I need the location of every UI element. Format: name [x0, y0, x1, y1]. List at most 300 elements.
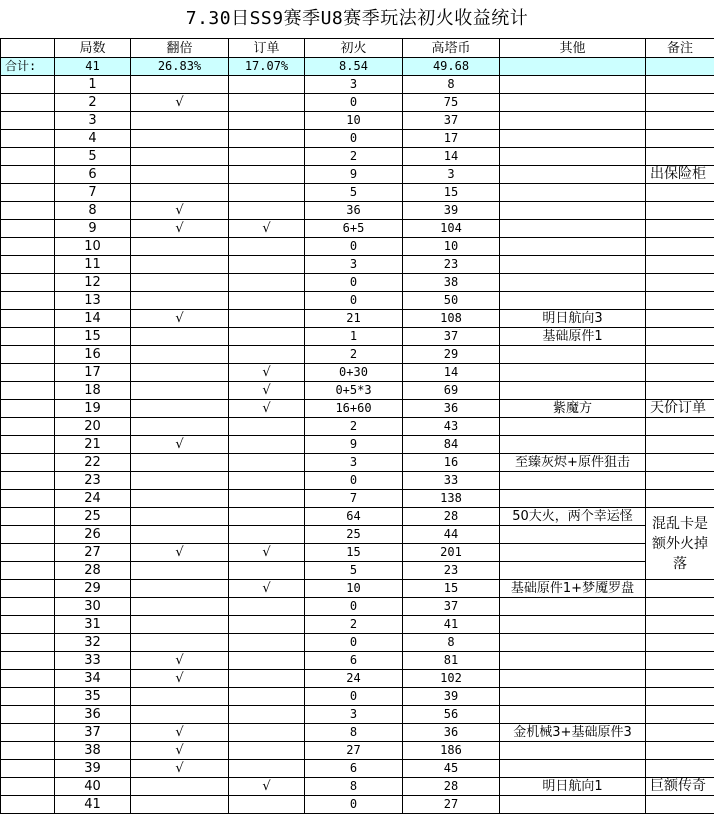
row-spacer — [1, 76, 55, 94]
double-check-mark: √ — [131, 742, 229, 760]
coin-value: 15 — [403, 580, 500, 598]
double-check-mark: √ — [131, 760, 229, 778]
header-notes: 备注 — [646, 39, 714, 58]
row-spacer — [1, 274, 55, 292]
other-value: 基础原件1+梦魇罗盘 — [500, 580, 646, 598]
round-number: 24 — [55, 490, 131, 508]
double-check-mark: √ — [131, 310, 229, 328]
order-cell — [229, 274, 305, 292]
order-cell — [229, 310, 305, 328]
fire-value: 2 — [305, 418, 403, 436]
order-check-mark: √ — [229, 400, 305, 418]
coin-value: 44 — [403, 526, 500, 544]
double-cell — [131, 508, 229, 526]
double-cell — [131, 418, 229, 436]
order-cell — [229, 742, 305, 760]
note-value — [646, 112, 714, 130]
other-value — [500, 94, 646, 112]
row-spacer — [1, 706, 55, 724]
note-value: 混乱卡是额外火掉落 — [646, 508, 714, 580]
note-value — [646, 256, 714, 274]
fire-value: 6+5 — [305, 220, 403, 238]
round-number: 25 — [55, 508, 131, 526]
table-row — [1, 148, 714, 166]
order-cell — [229, 490, 305, 508]
coin-value: 36 — [403, 724, 500, 742]
fire-value: 3 — [305, 454, 403, 472]
note-value — [646, 310, 714, 328]
row-spacer — [1, 436, 55, 454]
table-row — [1, 112, 714, 130]
table-row — [1, 724, 714, 742]
table-row — [1, 454, 714, 472]
double-cell — [131, 112, 229, 130]
round-number: 20 — [55, 418, 131, 436]
other-value — [500, 148, 646, 166]
other-value — [500, 238, 646, 256]
row-spacer — [1, 598, 55, 616]
coin-value: 104 — [403, 220, 500, 238]
fire-value: 0 — [305, 292, 403, 310]
double-check-mark: √ — [131, 202, 229, 220]
note-value — [646, 148, 714, 166]
order-cell — [229, 148, 305, 166]
coin-value: 102 — [403, 670, 500, 688]
double-cell — [131, 490, 229, 508]
table-row — [1, 670, 714, 688]
row-spacer — [1, 490, 55, 508]
other-value — [500, 598, 646, 616]
double-cell — [131, 526, 229, 544]
totals-rounds: 41 — [55, 58, 131, 76]
table-row — [1, 328, 714, 346]
other-value — [500, 112, 646, 130]
note-value — [646, 382, 714, 400]
order-cell — [229, 184, 305, 202]
row-spacer — [1, 382, 55, 400]
fire-value: 9 — [305, 436, 403, 454]
order-cell — [229, 706, 305, 724]
round-number: 22 — [55, 454, 131, 472]
coin-value: 16 — [403, 454, 500, 472]
note-value — [646, 202, 714, 220]
other-value — [500, 274, 646, 292]
coin-value: 27 — [403, 796, 500, 814]
note-value — [646, 220, 714, 238]
fire-value: 6 — [305, 652, 403, 670]
fire-value: 3 — [305, 256, 403, 274]
fire-value: 24 — [305, 670, 403, 688]
round-number: 8 — [55, 202, 131, 220]
coin-value: 17 — [403, 130, 500, 148]
note-value — [646, 724, 714, 742]
coin-value: 38 — [403, 274, 500, 292]
coin-value: 37 — [403, 328, 500, 346]
round-number: 9 — [55, 220, 131, 238]
double-cell — [131, 796, 229, 814]
round-number: 39 — [55, 760, 131, 778]
round-number: 41 — [55, 796, 131, 814]
order-cell — [229, 796, 305, 814]
row-spacer — [1, 796, 55, 814]
table-row — [1, 94, 714, 112]
row-spacer — [1, 634, 55, 652]
row-spacer — [1, 760, 55, 778]
double-check-mark: √ — [131, 544, 229, 562]
row-spacer — [1, 328, 55, 346]
round-number: 5 — [55, 148, 131, 166]
note-value — [646, 580, 714, 598]
coin-value: 138 — [403, 490, 500, 508]
order-cell — [229, 94, 305, 112]
table-row — [1, 184, 714, 202]
row-spacer — [1, 580, 55, 598]
double-check-mark: √ — [131, 436, 229, 454]
other-value — [500, 436, 646, 454]
coin-value: 29 — [403, 346, 500, 364]
fire-value: 0 — [305, 688, 403, 706]
other-value — [500, 526, 646, 544]
row-spacer — [1, 742, 55, 760]
note-value: 天价订单 — [646, 400, 714, 418]
note-value — [646, 670, 714, 688]
fire-value: 0 — [305, 472, 403, 490]
round-number: 27 — [55, 544, 131, 562]
other-value — [500, 382, 646, 400]
note-value — [646, 760, 714, 778]
round-number: 23 — [55, 472, 131, 490]
round-number: 26 — [55, 526, 131, 544]
coin-value: 41 — [403, 616, 500, 634]
fire-value: 0 — [305, 238, 403, 256]
coin-value: 8 — [403, 76, 500, 94]
round-number: 1 — [55, 76, 131, 94]
double-cell — [131, 76, 229, 94]
order-check-mark: √ — [229, 220, 305, 238]
fire-value: 10 — [305, 112, 403, 130]
double-check-mark: √ — [131, 670, 229, 688]
coin-value: 39 — [403, 202, 500, 220]
table-row — [1, 760, 714, 778]
table-row — [1, 508, 714, 526]
fire-value: 5 — [305, 562, 403, 580]
coin-value: 50 — [403, 292, 500, 310]
coin-value: 8 — [403, 634, 500, 652]
table-row — [1, 652, 714, 670]
fire-value: 21 — [305, 310, 403, 328]
table-row — [1, 796, 714, 814]
coin-value: 33 — [403, 472, 500, 490]
table-row — [1, 634, 714, 652]
order-cell — [229, 256, 305, 274]
row-spacer — [1, 454, 55, 472]
double-cell — [131, 148, 229, 166]
note-value — [646, 706, 714, 724]
fire-value: 2 — [305, 346, 403, 364]
note-value — [646, 742, 714, 760]
round-number: 33 — [55, 652, 131, 670]
double-cell — [131, 706, 229, 724]
order-cell — [229, 472, 305, 490]
note-value — [646, 184, 714, 202]
coin-value: 36 — [403, 400, 500, 418]
coin-value: 45 — [403, 760, 500, 778]
coin-value: 69 — [403, 382, 500, 400]
other-value — [500, 220, 646, 238]
round-number: 19 — [55, 400, 131, 418]
other-value — [500, 256, 646, 274]
order-cell — [229, 130, 305, 148]
round-number: 12 — [55, 274, 131, 292]
row-spacer — [1, 778, 55, 796]
coin-value: 23 — [403, 256, 500, 274]
double-cell — [131, 472, 229, 490]
order-cell — [229, 238, 305, 256]
fire-value: 5 — [305, 184, 403, 202]
double-cell — [131, 256, 229, 274]
table-row — [1, 346, 714, 364]
fire-value: 7 — [305, 490, 403, 508]
coin-value: 43 — [403, 418, 500, 436]
totals-order: 17.07% — [229, 58, 305, 76]
note-value — [646, 76, 714, 94]
order-cell — [229, 634, 305, 652]
other-value — [500, 346, 646, 364]
row-spacer — [1, 526, 55, 544]
other-value — [500, 292, 646, 310]
other-value — [500, 760, 646, 778]
note-value — [646, 454, 714, 472]
coin-value: 39 — [403, 688, 500, 706]
order-cell — [229, 688, 305, 706]
order-cell — [229, 616, 305, 634]
note-value — [646, 616, 714, 634]
other-value — [500, 796, 646, 814]
other-value: 50大火，两个幸运怪 — [500, 508, 646, 526]
note-value — [646, 652, 714, 670]
row-spacer — [1, 508, 55, 526]
round-number: 38 — [55, 742, 131, 760]
coin-value: 3 — [403, 166, 500, 184]
sheet-title: 7.30日SS9赛季U8赛季玩法初火收益统计 — [0, 0, 714, 38]
header-fire: 初火 — [305, 39, 403, 58]
header-order: 订单 — [229, 39, 305, 58]
table-row — [1, 616, 714, 634]
header-double: 翻倍 — [131, 39, 229, 58]
other-value — [500, 616, 646, 634]
order-cell — [229, 292, 305, 310]
row-spacer — [1, 202, 55, 220]
other-value — [500, 634, 646, 652]
row-spacer — [1, 346, 55, 364]
row-spacer — [1, 94, 55, 112]
header-row — [1, 39, 714, 58]
totals-other — [500, 58, 646, 76]
fire-value: 0 — [305, 130, 403, 148]
row-spacer — [1, 616, 55, 634]
coin-value: 15 — [403, 184, 500, 202]
table-row — [1, 598, 714, 616]
note-value — [646, 274, 714, 292]
round-number: 31 — [55, 616, 131, 634]
note-value — [646, 688, 714, 706]
note-value — [646, 418, 714, 436]
other-value — [500, 652, 646, 670]
row-spacer — [1, 310, 55, 328]
round-number: 35 — [55, 688, 131, 706]
row-spacer — [1, 184, 55, 202]
coin-value: 14 — [403, 364, 500, 382]
double-cell — [131, 238, 229, 256]
coin-value: 28 — [403, 778, 500, 796]
double-cell — [131, 400, 229, 418]
fire-value: 0 — [305, 796, 403, 814]
round-number: 13 — [55, 292, 131, 310]
round-number: 16 — [55, 346, 131, 364]
table-row — [1, 274, 714, 292]
fire-value: 16+60 — [305, 400, 403, 418]
coin-value: 28 — [403, 508, 500, 526]
order-cell — [229, 328, 305, 346]
other-value: 金机械3+基础原件3 — [500, 724, 646, 742]
table-row — [1, 526, 714, 544]
round-number: 2 — [55, 94, 131, 112]
other-value — [500, 130, 646, 148]
coin-value: 37 — [403, 598, 500, 616]
double-cell — [131, 598, 229, 616]
fire-value: 3 — [305, 706, 403, 724]
order-cell — [229, 202, 305, 220]
order-cell — [229, 346, 305, 364]
row-spacer — [1, 112, 55, 130]
round-number: 30 — [55, 598, 131, 616]
fire-value: 8 — [305, 724, 403, 742]
table-row — [1, 742, 714, 760]
round-number: 29 — [55, 580, 131, 598]
order-cell — [229, 724, 305, 742]
other-value — [500, 490, 646, 508]
note-value — [646, 94, 714, 112]
fire-value: 0 — [305, 598, 403, 616]
row-spacer — [1, 688, 55, 706]
note-value — [646, 634, 714, 652]
totals-coins: 49.68 — [403, 58, 500, 76]
other-value: 基础原件1 — [500, 328, 646, 346]
table-row — [1, 562, 714, 580]
totals-row — [1, 58, 714, 76]
table-row — [1, 238, 714, 256]
row-spacer — [1, 130, 55, 148]
header-rounds: 局数 — [55, 39, 131, 58]
row-spacer — [1, 148, 55, 166]
header-blank — [1, 39, 55, 58]
fire-value: 27 — [305, 742, 403, 760]
row-spacer — [1, 670, 55, 688]
double-cell — [131, 580, 229, 598]
table-row — [1, 544, 714, 562]
double-cell — [131, 274, 229, 292]
round-number: 17 — [55, 364, 131, 382]
order-cell — [229, 418, 305, 436]
other-value — [500, 562, 646, 580]
round-number: 21 — [55, 436, 131, 454]
round-number: 7 — [55, 184, 131, 202]
other-value — [500, 688, 646, 706]
row-spacer — [1, 562, 55, 580]
other-value — [500, 472, 646, 490]
double-cell — [131, 688, 229, 706]
round-number: 34 — [55, 670, 131, 688]
other-value — [500, 706, 646, 724]
double-cell — [131, 778, 229, 796]
other-value: 明日航向3 — [500, 310, 646, 328]
note-value — [646, 238, 714, 256]
round-number: 37 — [55, 724, 131, 742]
round-number: 4 — [55, 130, 131, 148]
note-value — [646, 130, 714, 148]
double-cell — [131, 166, 229, 184]
fire-value: 0 — [305, 634, 403, 652]
table-row — [1, 202, 714, 220]
fire-value: 8 — [305, 778, 403, 796]
round-number: 6 — [55, 166, 131, 184]
fire-value: 25 — [305, 526, 403, 544]
header-coins: 高塔币 — [403, 39, 500, 58]
fire-value: 36 — [305, 202, 403, 220]
note-value — [646, 364, 714, 382]
table-row — [1, 436, 714, 454]
note-value — [646, 598, 714, 616]
row-spacer — [1, 292, 55, 310]
double-cell — [131, 292, 229, 310]
table-row — [1, 364, 714, 382]
round-number: 3 — [55, 112, 131, 130]
fire-value: 0+5*3 — [305, 382, 403, 400]
double-cell — [131, 382, 229, 400]
order-cell — [229, 508, 305, 526]
other-value: 明日航向1 — [500, 778, 646, 796]
totals-fire: 8.54 — [305, 58, 403, 76]
other-value — [500, 76, 646, 94]
double-cell — [131, 454, 229, 472]
stats-table — [0, 38, 714, 814]
double-cell — [131, 328, 229, 346]
double-cell — [131, 562, 229, 580]
round-number: 40 — [55, 778, 131, 796]
double-cell — [131, 184, 229, 202]
coin-value: 201 — [403, 544, 500, 562]
table-row — [1, 472, 714, 490]
order-cell — [229, 436, 305, 454]
table-row — [1, 310, 714, 328]
round-number: 10 — [55, 238, 131, 256]
round-number: 15 — [55, 328, 131, 346]
double-check-mark: √ — [131, 652, 229, 670]
note-value — [646, 328, 714, 346]
table-row — [1, 292, 714, 310]
double-check-mark: √ — [131, 724, 229, 742]
other-value — [500, 418, 646, 436]
round-number: 14 — [55, 310, 131, 328]
table-row — [1, 382, 714, 400]
fire-value: 1 — [305, 328, 403, 346]
row-spacer — [1, 256, 55, 274]
coin-value: 10 — [403, 238, 500, 256]
row-spacer — [1, 418, 55, 436]
double-cell — [131, 130, 229, 148]
order-cell — [229, 562, 305, 580]
note-value — [646, 346, 714, 364]
